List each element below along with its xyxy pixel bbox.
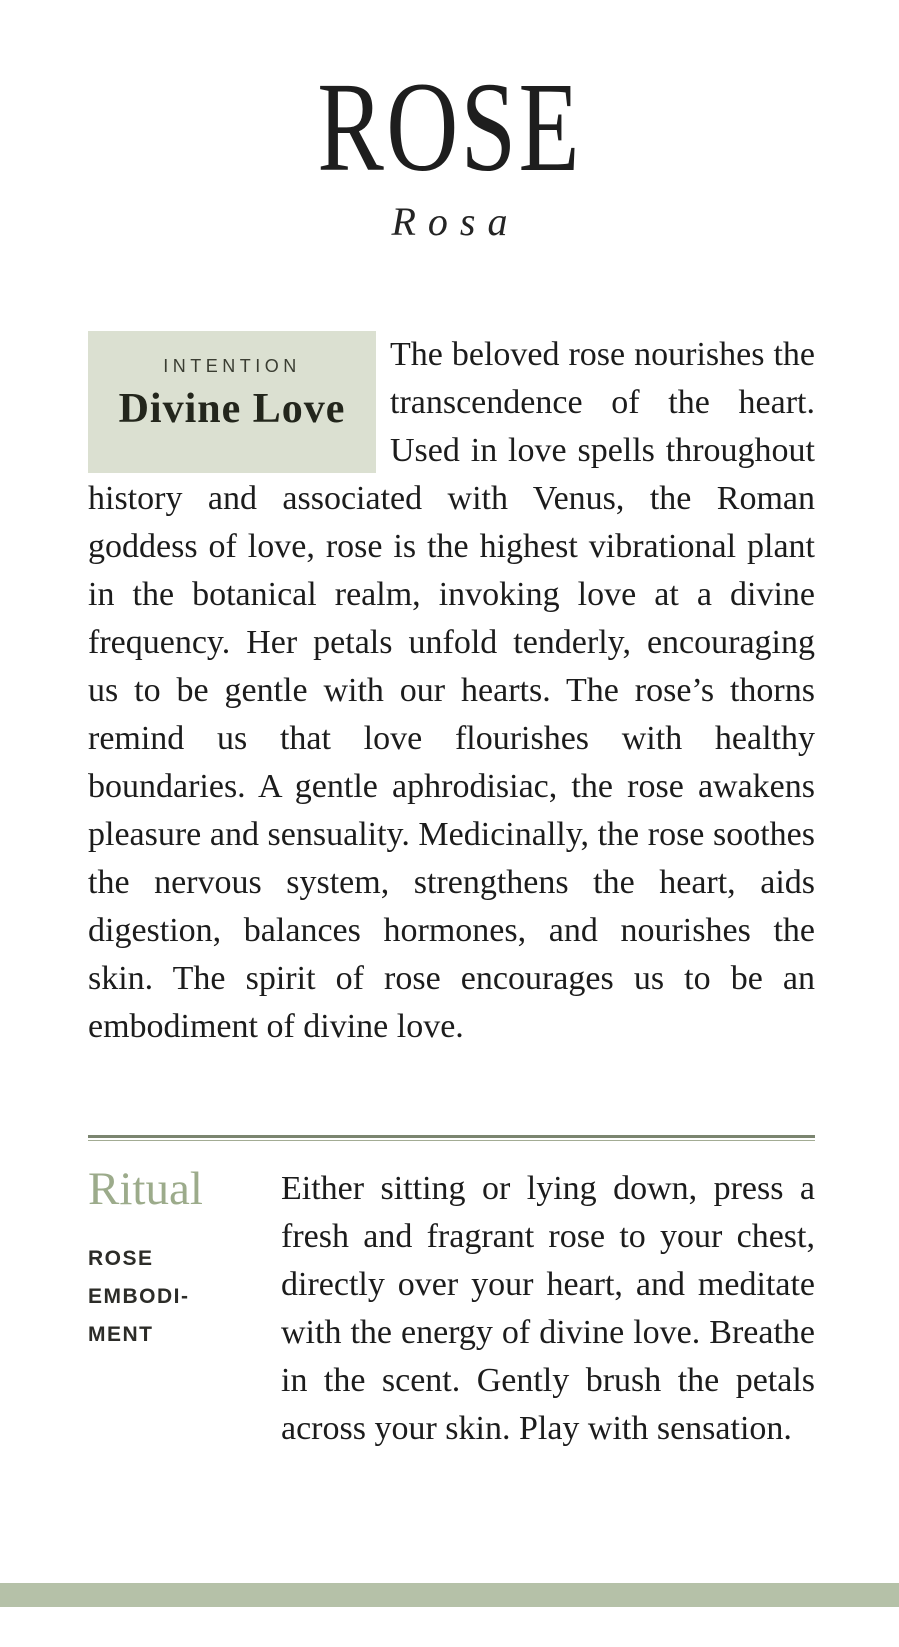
intention-value: Divine Love [118,386,346,433]
page-subtitle-latin-name: Rosa [391,199,520,245]
ritual-heading: Ritual [88,1163,203,1216]
ritual-section [88,1165,815,1453]
ritual-sidebar [88,1165,281,1453]
main-content [88,331,815,1453]
intention-label: INTENTION [163,356,301,377]
ritual-body [281,1165,815,1453]
page-header [0,0,899,245]
ritual-name: ROSE EMBODIMENT [88,1247,188,1347]
section-divider [88,1135,815,1141]
intention-box [88,331,376,473]
footer-accent-bar [0,1583,899,1607]
ritual-text: Either sitting or lying down, press a fresh and fragrant rose to your chest, directly over your heart, and meditate with the energy of divine love. Breathe in the scent. Gently brush the petals across your skin. Play with sensation. [281,1170,815,1448]
page-title: ROSE [317,56,582,198]
body-paragraph: The beloved rose nourishes the transcendence of the heart. Used in love spells throughout history and associated with Venus, the Roman goddess of love, rose is the highest vibrational plant in the botanical realm, invoking love at a divine frequency. Her petals unfold tenderly, encouraging us to be gentle with our hearts. The rose’s thorns remind us that love flourishes with healthy boundaries. A gentle aphrodisiac, the rose awakens pleasure and sensuality. Medicinally, the rose soothes the nervous system, strengthens the heart, aids digestion, balances hormones, and nourishes the skin. The spirit of rose encourages us to be an embodiment of divine love. [88,336,815,1046]
